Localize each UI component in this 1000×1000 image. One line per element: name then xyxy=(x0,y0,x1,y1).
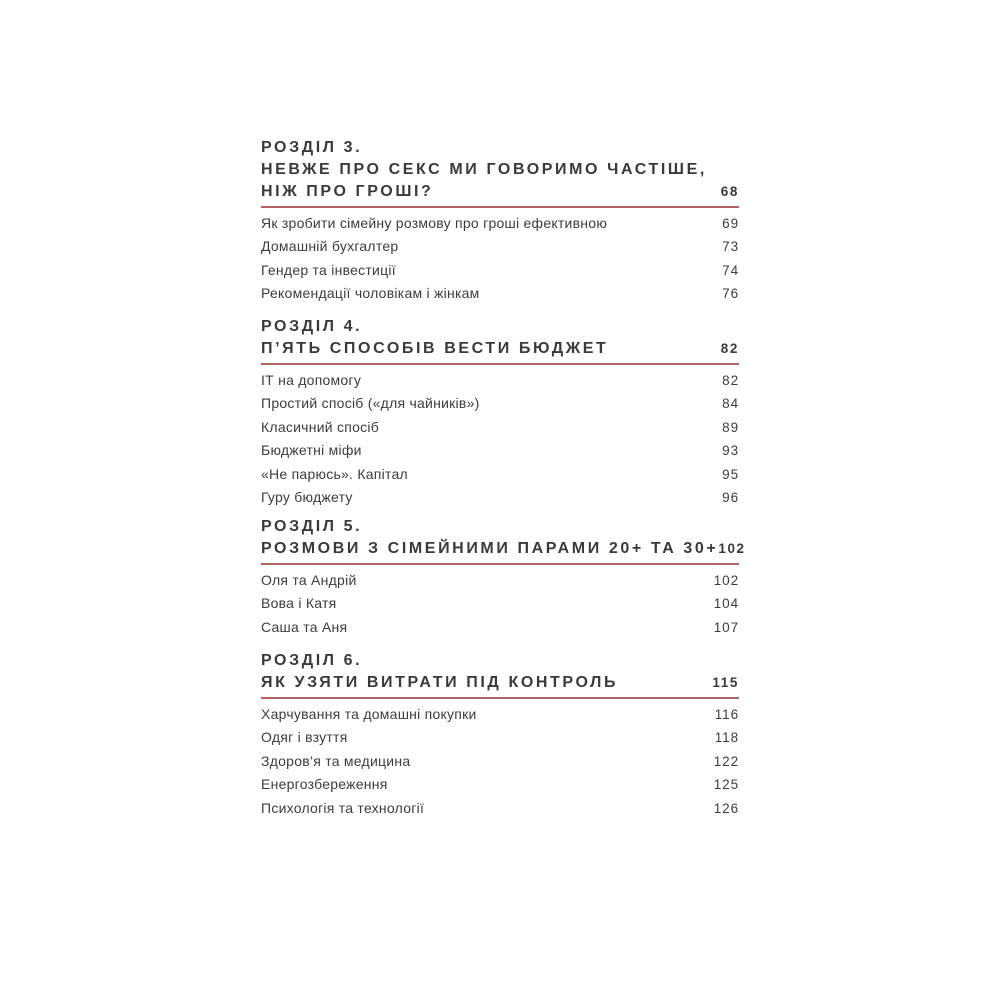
toc-item-page: 74 xyxy=(722,262,739,278)
toc-item-page: 102 xyxy=(713,573,739,588)
toc-item-list xyxy=(261,569,739,639)
toc-item-label: Як зробити сімейну розмову про гроші ефективною xyxy=(261,215,608,231)
toc-item-label: Психологія та технології xyxy=(261,799,425,816)
toc-item-label: Рекомендації чоловікам і жінкам xyxy=(261,285,480,302)
toc-section-chapter-6 xyxy=(261,650,739,820)
chapter-label: РОЗДІЛ 5. xyxy=(261,518,363,535)
toc-item-label: Енергозбереження xyxy=(261,776,388,793)
toc-item-label: Бюджетні міфи xyxy=(261,442,362,459)
chapter-label: РОЗДІЛ 3. xyxy=(261,139,363,156)
chapter-rule xyxy=(261,206,739,208)
toc-item-page: 76 xyxy=(722,286,739,302)
chapter-rule xyxy=(261,363,739,365)
toc-item-list xyxy=(261,212,739,306)
toc-section-chapter-4 xyxy=(261,316,739,509)
toc-section-chapter-5 xyxy=(261,516,746,639)
toc-item-page: 125 xyxy=(713,777,739,793)
toc-item xyxy=(261,235,739,258)
chapter-title-line: РОЗМОВИ З СІМЕЙНИМИ ПАРАМИ 20+ ТА 30+ xyxy=(261,540,719,557)
toc-item-label: Здоров’я та медицина xyxy=(261,752,411,769)
toc-item xyxy=(261,592,739,615)
chapter-page-number: 102 xyxy=(718,541,746,556)
toc-item-page: 118 xyxy=(714,730,739,746)
toc-item-label: Оля та Андрій xyxy=(261,572,357,588)
chapter-title-line: НЕВЖЕ ПРО СЕКС МИ ГОВОРИМО ЧАСТІШЕ, xyxy=(261,161,707,178)
toc-item-page: 84 xyxy=(722,396,739,412)
toc-item xyxy=(261,703,739,726)
chapter-title-row xyxy=(261,181,739,203)
toc-item xyxy=(261,569,739,592)
chapter-title-row xyxy=(261,338,739,360)
toc-item xyxy=(261,212,739,235)
toc-item xyxy=(261,259,739,282)
chapter-rule xyxy=(261,563,739,565)
toc-item-page: 95 xyxy=(722,466,739,482)
toc-item-label: Харчування та домашні покупки xyxy=(261,706,477,722)
toc-item xyxy=(261,392,739,415)
toc-item-page: 73 xyxy=(722,239,739,255)
toc-item-page: 82 xyxy=(722,373,739,388)
toc-item xyxy=(261,773,739,796)
toc-item-page: 96 xyxy=(722,490,739,506)
chapter-label: РОЗДІЛ 6. xyxy=(261,652,363,669)
toc-item-label: «Не парюсь». Капітал xyxy=(261,465,408,482)
toc-item-label: ІТ на допомогу xyxy=(261,372,362,388)
chapter-rule xyxy=(261,697,739,699)
toc-item xyxy=(261,750,739,773)
toc-item-label: Класичний спосіб xyxy=(261,418,379,435)
chapter-title-line: НІЖ ПРО ГРОШІ? xyxy=(261,183,434,200)
toc-item xyxy=(261,797,739,820)
chapter-title-row xyxy=(261,672,739,694)
toc-item-label: Саша та Аня xyxy=(261,618,348,635)
toc-item-label: Простий спосіб («для чайників») xyxy=(261,395,480,412)
chapter-title-row xyxy=(261,538,746,560)
toc-item xyxy=(261,616,739,639)
toc-item-label: Гендер та інвестиції xyxy=(261,261,396,278)
toc-item-list xyxy=(261,703,739,820)
toc-item-page: 93 xyxy=(722,443,739,459)
toc-item xyxy=(261,282,739,305)
toc-item-page: 107 xyxy=(713,619,739,635)
chapter-page-number: 82 xyxy=(720,341,739,356)
toc-item xyxy=(261,369,739,392)
toc-item-label: Одяг і взуття xyxy=(261,729,348,746)
toc-item-label: Гуру бюджету xyxy=(261,489,353,506)
toc-item-page: 89 xyxy=(722,419,739,435)
toc-item-page: 126 xyxy=(713,800,739,816)
toc-item xyxy=(261,439,739,462)
toc-item xyxy=(261,486,739,509)
chapter-page-number: 68 xyxy=(720,184,739,199)
toc-item-page: 69 xyxy=(722,216,739,231)
chapter-label: РОЗДІЛ 4. xyxy=(261,318,363,335)
chapter-title-line: П’ЯТЬ СПОСОБІВ ВЕСТИ БЮДЖЕТ xyxy=(261,340,609,357)
toc-item-page: 104 xyxy=(713,596,739,612)
toc-item xyxy=(261,416,739,439)
chapter-title-line: ЯК УЗЯТИ ВИТРАТИ ПІД КОНТРОЛЬ xyxy=(261,674,619,691)
toc-item xyxy=(261,726,739,749)
chapter-page-number: 115 xyxy=(712,675,739,690)
toc-item-label: Вова і Катя xyxy=(261,595,337,612)
toc-section-chapter-3 xyxy=(261,137,739,306)
toc-item xyxy=(261,463,739,486)
toc-item-page: 116 xyxy=(714,707,739,722)
toc-item-page: 122 xyxy=(713,753,739,769)
toc-item-label: Домашній бухгалтер xyxy=(261,238,399,255)
toc-item-list xyxy=(261,369,739,509)
